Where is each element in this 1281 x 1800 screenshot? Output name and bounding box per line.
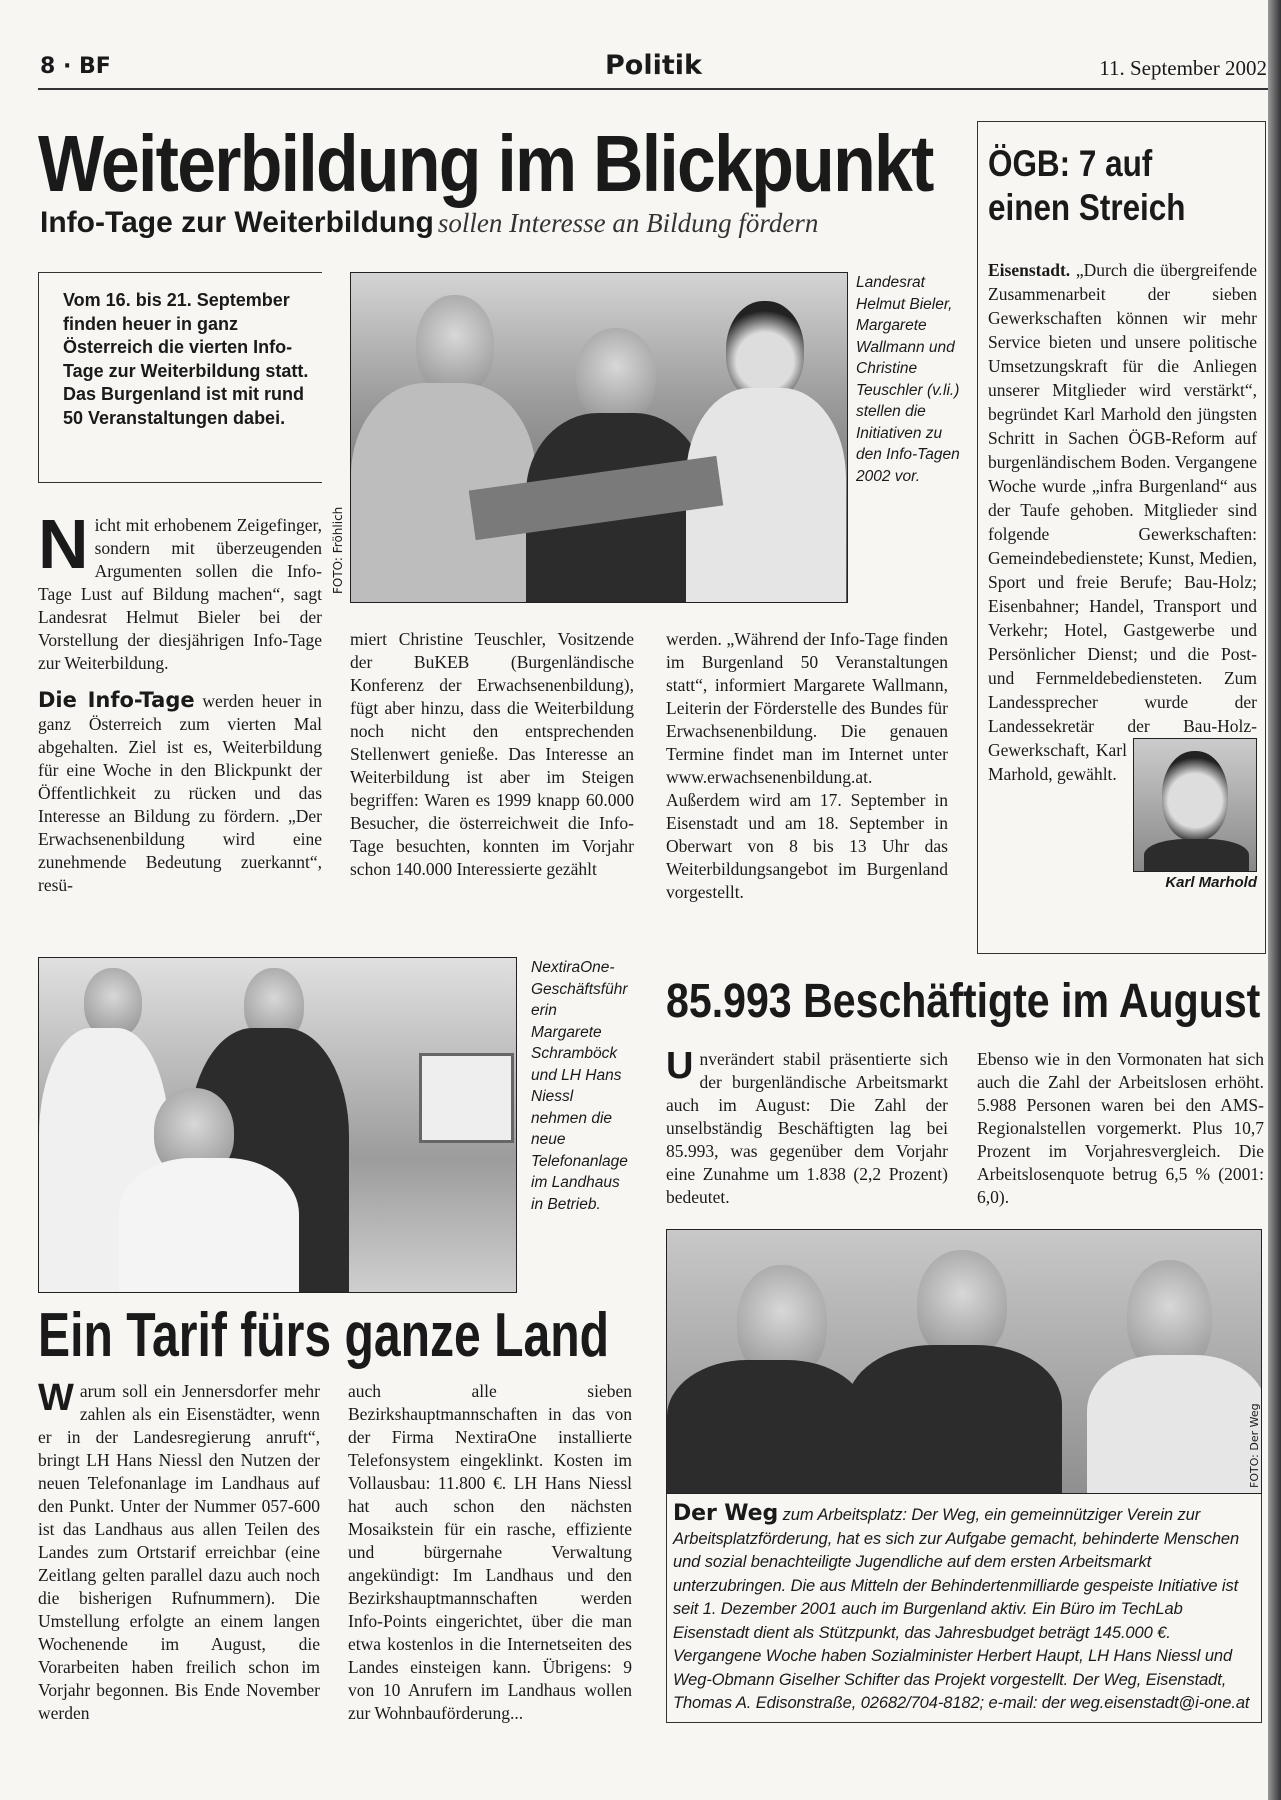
sidebar-photo	[1133, 738, 1257, 894]
drop-cap: N	[38, 505, 89, 583]
article1-col1	[38, 505, 322, 897]
section-title: Politik	[605, 50, 702, 81]
article2-col1-text: arum soll ein Jennersdorfer mehr zahlen als ein Eisenstädter, wenn er in der Landesregierung anruft“, bringt LH Hans Niessl den Nutzen der neuen Telefonanlage im Landhaus auf den Punkt. Unter der Nummer 057-600 ist das Landhaus aus allen Teilen des Landes zum Ortstarif erreichbar (eine Zeitlang gelten parallel dazu auch noch die bisherigen Rufnummern). Die Umstellung erfolgte an einem langen Wochenende im August, die Vorarbeiten haben freilich schon im Vorjahr begonnen. Bis Ende November werden	[38, 1381, 320, 1723]
article3-col1-text: nverändert stabil präsentierte sich der burgenländische Arbeitsmarkt auch im August: Die Zahl der unselbständig Beschäftigten lag bei 85.993, was gegenüber dem Vorjahr eine Zunahme um 1.838 (2,2 Prozent) bedeutet.	[666, 1049, 948, 1207]
photo-info-tage	[350, 272, 848, 603]
sidebar-text	[988, 258, 1257, 891]
sidebar-dateline: Eisenstadt.	[988, 260, 1071, 280]
paragraph-text: werden heuer in ganz Österreich zum vierten Mal abgehalten. Ziel ist es, Weiterbildung für eine Woche in den Blickpunkt der Öffentlichkeit zu rücken und das Interesse an Bildung zu fördern. „Der Erwachsenenbildung wird eine zunehmende Bedeutung zuerkannt“, resü-	[38, 691, 322, 895]
article2-col2: auch alle sieben Bezirkshauptmannschaften in das von der Firma NextiraOne installierte Telefonsystem eingeklinkt. Kosten im Vollausbau: 11.800 €. LH Hans Niessl hat auch schon den nächsten Mosaikstein für ein rasche, effiziente und bürgernahe Verwaltung angekündigt: Im Landhaus und den Bezirkshauptmannschaften werden Info-Points eingerichtet, über die man etwa kostenlos in die Internetseiten des Landes einsteigen kann. Übrigens: 9 von 10 Anrufern im Landhaus wollen zur Wohnbauförderung...	[348, 1381, 632, 1723]
sidebar-body: „Durch die übergreifende Zusammenarbeit der sieben Gewerkschaften können wir mehr Service bieten und unsere politische Umsetzungskraft für die Anliegen unserer Mitglieder wird verstärkt“, begründet Karl Marhold den jüngsten Schritt in Sachen ÖGB-Reform auf burgenländischem Boden. Vergangene Woche wurde „infra Burgenland“ aus der Taufe gehoben. Mitglieder sind folgende Gewerkschaften: Gemeindebedienstete; Kunst, Medien, Sport und freie Berufe; Bau-Holz; Eisenbahner; Handel, Transport und Verkehr; Hotel, Gastgewerbe und Persönlicher Dienst; und die Post- und Fernmeldebediensteten. Zum Landessprecher wurde der Landessekretär der Bau-Holz-Gewerkschaft, Karl Marhold, gewählt.	[988, 260, 1257, 784]
subhead-bold: Info-Tage zur Weiterbildung	[40, 206, 434, 239]
photo-caption-info-tage: Landesrat Helmut Bieler, Margarete Wallmann und Christine Teuschler (v.li.) stellen die Initiativen zu den Info-Tagen 2002 vor.	[856, 274, 960, 485]
paragraph-lead: Die Info-Tage	[38, 688, 195, 712]
intro-box	[38, 272, 322, 483]
der-weg-caption	[673, 1502, 1253, 1716]
intro-text: Vom 16. bis 21. September finden heuer in ganz Österreich die vierten Info-Tage zur Weiterbildung statt. Das Burgenland ist mit rund 50 Veranstaltungen dabei.	[63, 290, 309, 428]
subheadline	[40, 206, 818, 240]
page-number: 8 · BF	[40, 54, 111, 79]
caption-lead: Der Weg	[673, 1501, 779, 1526]
article1-col3: werden. „Während der Info-Tage finden im Burgenland 50 Veranstaltungen statt“, informiert Margarete Wallmann, Leiterin der Förderstelle des Bundes für Erwachsenenbildung. Die genauen Termine findet man im Internet unter www.erwachsenenbildung.at. Außerdem wird am 17. September in Eisenstadt und am 18. September in Oberwart von 8 bis 13 Uhr das Weiterbildungsangebot im Burgenland vorgestellt.	[666, 629, 948, 902]
subhead-italic: sollen Interesse an Bildung fördern	[437, 208, 819, 238]
sidebar-box	[977, 121, 1266, 954]
headline-weiterbildung: Weiterbildung im Blickpunkt	[38, 119, 933, 208]
caption-text: zum Arbeitsplatz: Der Weg, ein gemeinnütziger Verein zur Arbeitsplatzförderung, hat es sich zur Aufgabe gemacht, behinderte Menschen und sozial benachteiligte Jugendliche auf dem ersten Arbeitsmarkt unterzubringen. Die aus Mitteln der Behindertenmilliarde gespeiste Initiative ist seit 1. Dezember 2001 auch im Burgenland aktiv. Ein Büro im TechLab Eisenstadt dient als Stützpunkt, das Jahresbudget beträgt 145.000 €. Vergangene Woche haben Sozialminister Herbert Haupt, LH Hans Niessl und Weg-Obmann Giselher Schifter das Projekt vorgestellt. Der Weg, Eisenstadt, Thomas A. Edisonstraße, 02682/704-8182; e-mail: der weg.eisenstadt@i-one.at	[673, 1506, 1250, 1712]
article3-col2: Ebenso wie in den Vormonaten hat sich auch die Zahl der Arbeitslosen erhöht. 5.988 Personen waren bei den AMS-Regionalstellen vorgemerkt. Plus 10,7 Prozent im Vorjahresvergleich. Die Arbeitslosenquote betrug 6,5 % (2001: 6,0).	[977, 1049, 1264, 1207]
headline-tarif: Ein Tarif fürs ganze Land	[38, 1301, 610, 1370]
sidebar-headline: ÖGB: 7 auf einen Streich	[988, 143, 1186, 228]
sidebar-photo-caption: Karl Marhold	[1165, 874, 1257, 891]
photo-credit-der-weg: FOTO: Der Weg	[1248, 1403, 1261, 1488]
drop-cap: U	[666, 1045, 694, 1087]
drop-cap: W	[38, 1377, 74, 1419]
photo-credit-froehlich: FOTO: Fröhlich	[331, 506, 345, 594]
headline-beschaeftigte: 85.993 Beschäftigte im August	[666, 975, 1261, 1028]
article2-col1	[38, 1377, 320, 1725]
article3-col1	[666, 1045, 948, 1209]
article1-paragraph1: icht mit erhobenem Zeigefinger, sondern mit überzeugenden Argumenten sollen die Info-Tage Lust auf Bildung machen“, sagt Landesrat Helmut Bieler bei der Vorstellung der diesjährigen Info-Tage zur Weiterbildung.	[38, 515, 322, 673]
header-rule	[38, 88, 1268, 90]
article1-col2: miert Christine Teuschler, Vositzende der BuKEB (Burgenländische Konferenz der Erwachsenenbildung), fügt aber hinzu, dass die Weiterbildung noch nicht den entsprechenden Stellenwert genieße. Das Interesse an Weiterbildung ist aber im Steigen begriffen: Waren es 1999 knapp 60.000 Besucher, die österreichweit die Info-Tage besuchten, konnten im Vorjahr schon 140.000 Interessierte gezählt	[350, 629, 634, 879]
photo-caption-telefonanlage: NextiraOne-Geschäftsführerin Margarete Schramböck und LH Hans Niessl nehmen die neue Telefonanlage im Landhaus in Betrieb.	[531, 959, 628, 1213]
photo-der-weg	[666, 1229, 1262, 1494]
caption-box-der-weg	[666, 1494, 1262, 1723]
page-edge	[1268, 0, 1281, 1800]
issue-date: 11. September 2002	[1099, 56, 1267, 80]
article1-paragraph2	[38, 689, 322, 897]
photo-telefonanlage	[38, 957, 517, 1293]
